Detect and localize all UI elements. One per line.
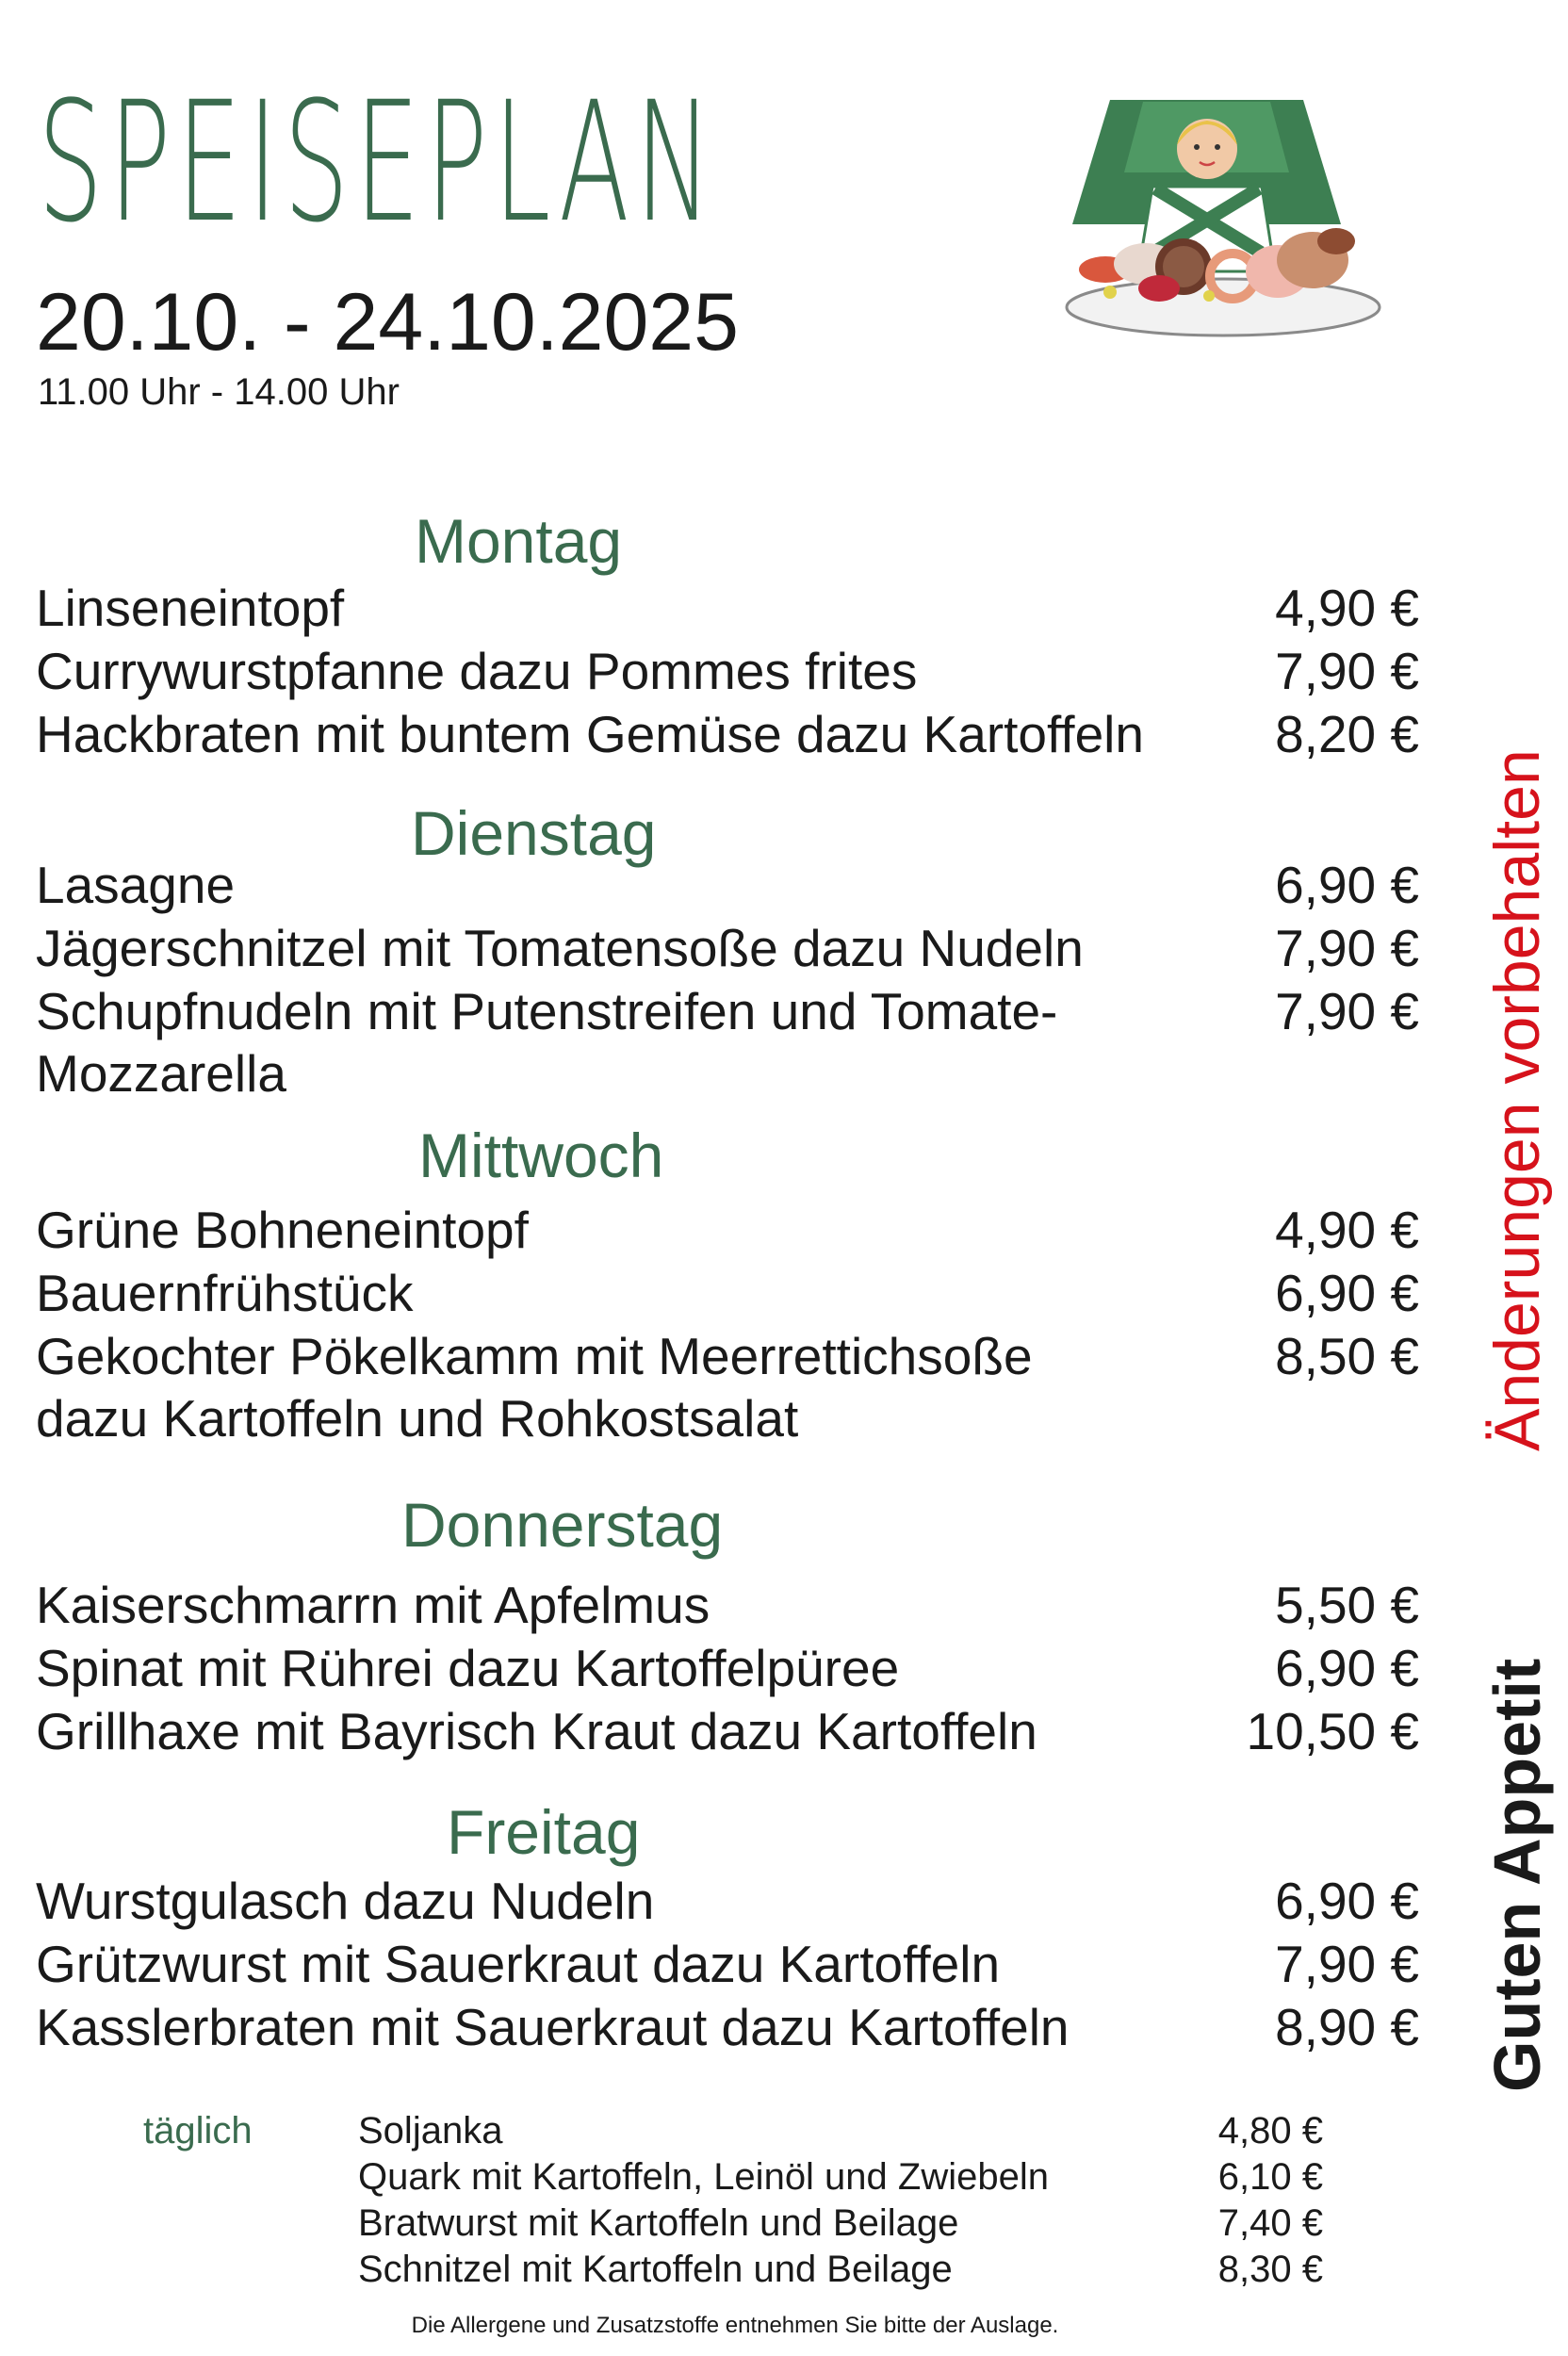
- day-heading-donnerstag: Donnerstag: [401, 1490, 724, 1560]
- day-heading-freitag: Freitag: [447, 1797, 641, 1867]
- menu-item-continuation: dazu Kartoffeln und Rohkostsalat: [36, 1389, 799, 1448]
- menu-item: Hackbraten mit buntem Gemüse dazu Kartoffeln: [36, 705, 1144, 763]
- daily-item-price: 8,30 €: [1217, 2249, 1323, 2290]
- menu-item: Kaiserschmarrn mit Apfelmus: [36, 1576, 710, 1634]
- menu-item: Linseneintopf: [36, 579, 345, 637]
- menu-item-price: 4,90 €: [1275, 579, 1419, 637]
- menu-item-price: 7,90 €: [1275, 1935, 1419, 1993]
- menu-item: Kasslerbraten mit Sauerkraut dazu Kartoffeln: [36, 1998, 1070, 2056]
- menu-item-price: 10,50 €: [1246, 1702, 1419, 1760]
- menu-item: Gekochter Pökelkamm mit Meerrettichsoße: [36, 1327, 1033, 1385]
- menu-item: Bauernfrühstück: [36, 1264, 414, 1322]
- daily-item: Quark mit Kartoffeln, Leinöl und Zwiebeln: [358, 2156, 1049, 2198]
- daily-item-price: 7,40 €: [1217, 2202, 1323, 2244]
- daily-item: Schnitzel mit Kartoffeln und Beilage: [358, 2249, 953, 2290]
- menu-item-price: 4,90 €: [1275, 1201, 1419, 1259]
- menu-item-price: 7,90 €: [1275, 919, 1419, 977]
- menu-item-price: 6,90 €: [1275, 1264, 1419, 1322]
- menu-item-price: 5,50 €: [1275, 1576, 1419, 1634]
- day-heading-montag: Montag: [415, 506, 623, 576]
- menu-item: Schupfnudeln mit Putenstreifen und Tomate-: [36, 982, 1058, 1040]
- menu-item-price: 7,90 €: [1275, 642, 1419, 700]
- daily-label: täglich: [143, 2110, 253, 2151]
- date-range: 20.10. - 24.10.2025: [36, 277, 739, 368]
- menu-item: Jägerschnitzel mit Tomatensoße dazu Nudeln: [36, 919, 1084, 977]
- menu-item-price: 8,20 €: [1275, 705, 1419, 763]
- opening-hours: 11.00 Uhr - 14.00 Uhr: [38, 371, 400, 413]
- menu-item-price: 8,50 €: [1275, 1327, 1419, 1385]
- daily-item-price: 6,10 €: [1217, 2156, 1323, 2198]
- menu-item: Grüne Bohneneintopf: [36, 1201, 529, 1259]
- butcher-girl-logo-icon: [1054, 83, 1393, 342]
- menu-item: Spinat mit Rührei dazu Kartoffelpüree: [36, 1639, 900, 1697]
- menu-item-price: 6,90 €: [1275, 1872, 1419, 1930]
- menu-item-price: 6,90 €: [1275, 1639, 1419, 1697]
- menu-item: Grützwurst mit Sauerkraut dazu Kartoffeln: [36, 1935, 1001, 1993]
- menu-item: Currywurstpfanne dazu Pommes frites: [36, 642, 918, 700]
- menu-item-continuation: Mozzarella: [36, 1044, 286, 1103]
- allergen-footer-note: Die Allergene und Zusatzstoffe entnehmen Sie bitte der Auslage.: [411, 2313, 1059, 2338]
- day-heading-mittwoch: Mittwoch: [418, 1121, 664, 1190]
- page-title: SPEISEPLAN: [38, 66, 718, 259]
- menu-item-price: 7,90 €: [1275, 982, 1419, 1040]
- menu-item: Wurstgulasch dazu Nudeln: [36, 1872, 655, 1930]
- daily-item-price: 4,80 €: [1217, 2110, 1323, 2151]
- menu-item: Grillhaxe mit Bayrisch Kraut dazu Kartoffeln: [36, 1702, 1037, 1760]
- menu-item: Lasagne: [36, 856, 236, 914]
- day-heading-dienstag: Dienstag: [411, 798, 657, 868]
- daily-item: Soljanka: [358, 2110, 503, 2151]
- guten-appetit-note: Guten Appetit: [1480, 1658, 1554, 2092]
- menu-item-price: 8,90 €: [1275, 1998, 1419, 2056]
- changes-reserved-note: Änderungen vorbehalten: [1481, 749, 1553, 1451]
- menu-item-price: 6,90 €: [1275, 856, 1419, 914]
- daily-item: Bratwurst mit Kartoffeln und Beilage: [358, 2202, 959, 2244]
